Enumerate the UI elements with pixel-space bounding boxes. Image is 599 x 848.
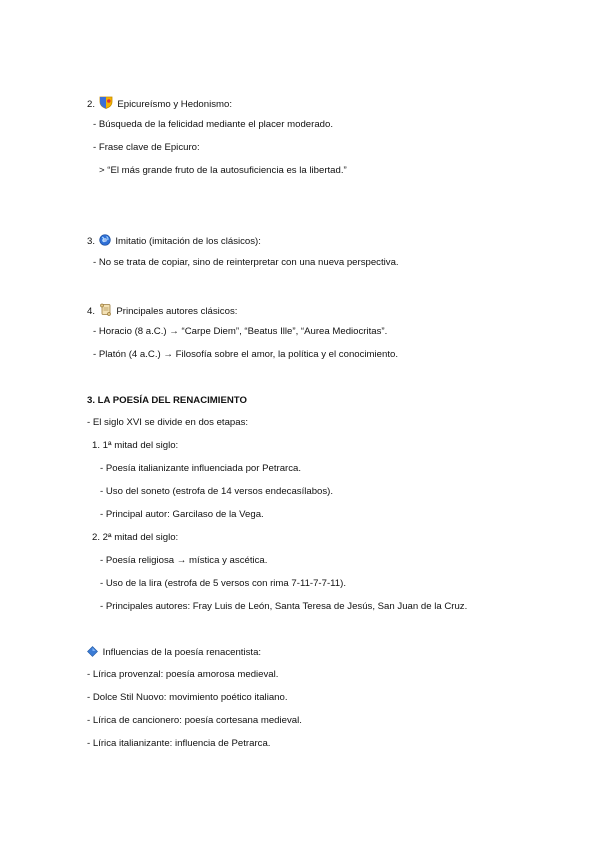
shield-emoji-icon	[99, 96, 113, 113]
intro-text: - El siglo XVI se divide en dos etapas:	[87, 417, 249, 428]
influencias-title	[86, 646, 261, 661]
section-imitatio-title	[87, 234, 261, 250]
section-number: 4.	[87, 306, 96, 317]
list-item: - Principales autores: Fray Luis de León, Santa Teresa de Jesús, San Juan de la Cruz.	[100, 601, 468, 612]
list-item: - No se trata de copiar, sino de reinterpretar con una nueva perspectiva.	[93, 257, 399, 268]
section-title-text: Imitatio (imitación de los clásicos):	[115, 236, 261, 247]
list-item: - Búsqueda de la felicidad mediante el placer moderado.	[93, 119, 333, 130]
list-item: - Poesía italianizante influenciada por Petrarca.	[100, 463, 302, 474]
list-item: - Principal autor: Garcilaso de la Vega.	[100, 509, 264, 520]
list-item: - Lírica de cancionero: poesía cortesana medieval.	[87, 715, 302, 726]
section-number: 2.	[87, 99, 96, 110]
section-epicureismo-title	[87, 96, 232, 113]
list-item: - Frase clave de Epicuro:	[93, 142, 200, 153]
section-heading	[87, 395, 247, 407]
list-item: - Dolce Stil Nuovo: movimiento poético italiano.	[87, 692, 288, 703]
blue-diamond-icon	[87, 646, 98, 661]
stage-title: 1. 1ª mitad del siglo:	[92, 440, 179, 451]
list-item: - Horacio (8 a.C.) → “Carpe Diem”, “Beatus Ille”, “Aurea Mediocritas”.	[93, 326, 388, 337]
scroll-emoji-icon	[99, 303, 112, 320]
section-title-text: Epicureísmo y Hedonismo:	[117, 99, 232, 110]
influencias-title-text: Influencias de la poesía renacentista:	[102, 647, 262, 658]
list-item: - Poesía religiosa → mística y ascética.	[100, 555, 268, 566]
list-item: - Uso del soneto (estrofa de 14 versos endecasílabos).	[100, 486, 334, 497]
section-title-text: Principales autores clásicos:	[116, 306, 238, 317]
globe-emoji-icon	[99, 234, 111, 250]
list-item: - Lírica provenzal: poesía amorosa medieval.	[87, 669, 279, 680]
list-item: - Uso de la lira (estrofa de 5 versos con rima 7-11-7-7-11).	[100, 578, 346, 589]
stage-title: 2. 2ª mitad del siglo:	[92, 532, 179, 543]
heading-text: 3. LA POESÍA DEL RENACIMIENTO	[87, 395, 247, 406]
list-item: - Lírica italianizante: influencia de Petrarca.	[87, 738, 271, 749]
list-item: - Platón (4 a.C.) → Filosofía sobre el amor, la política y el conocimiento.	[93, 349, 398, 360]
section-number: 3.	[87, 236, 96, 247]
section-autores-title	[87, 303, 237, 320]
quote-item: > “El más grande fruto de la autosuficiencia es la libertad.”	[99, 165, 347, 176]
